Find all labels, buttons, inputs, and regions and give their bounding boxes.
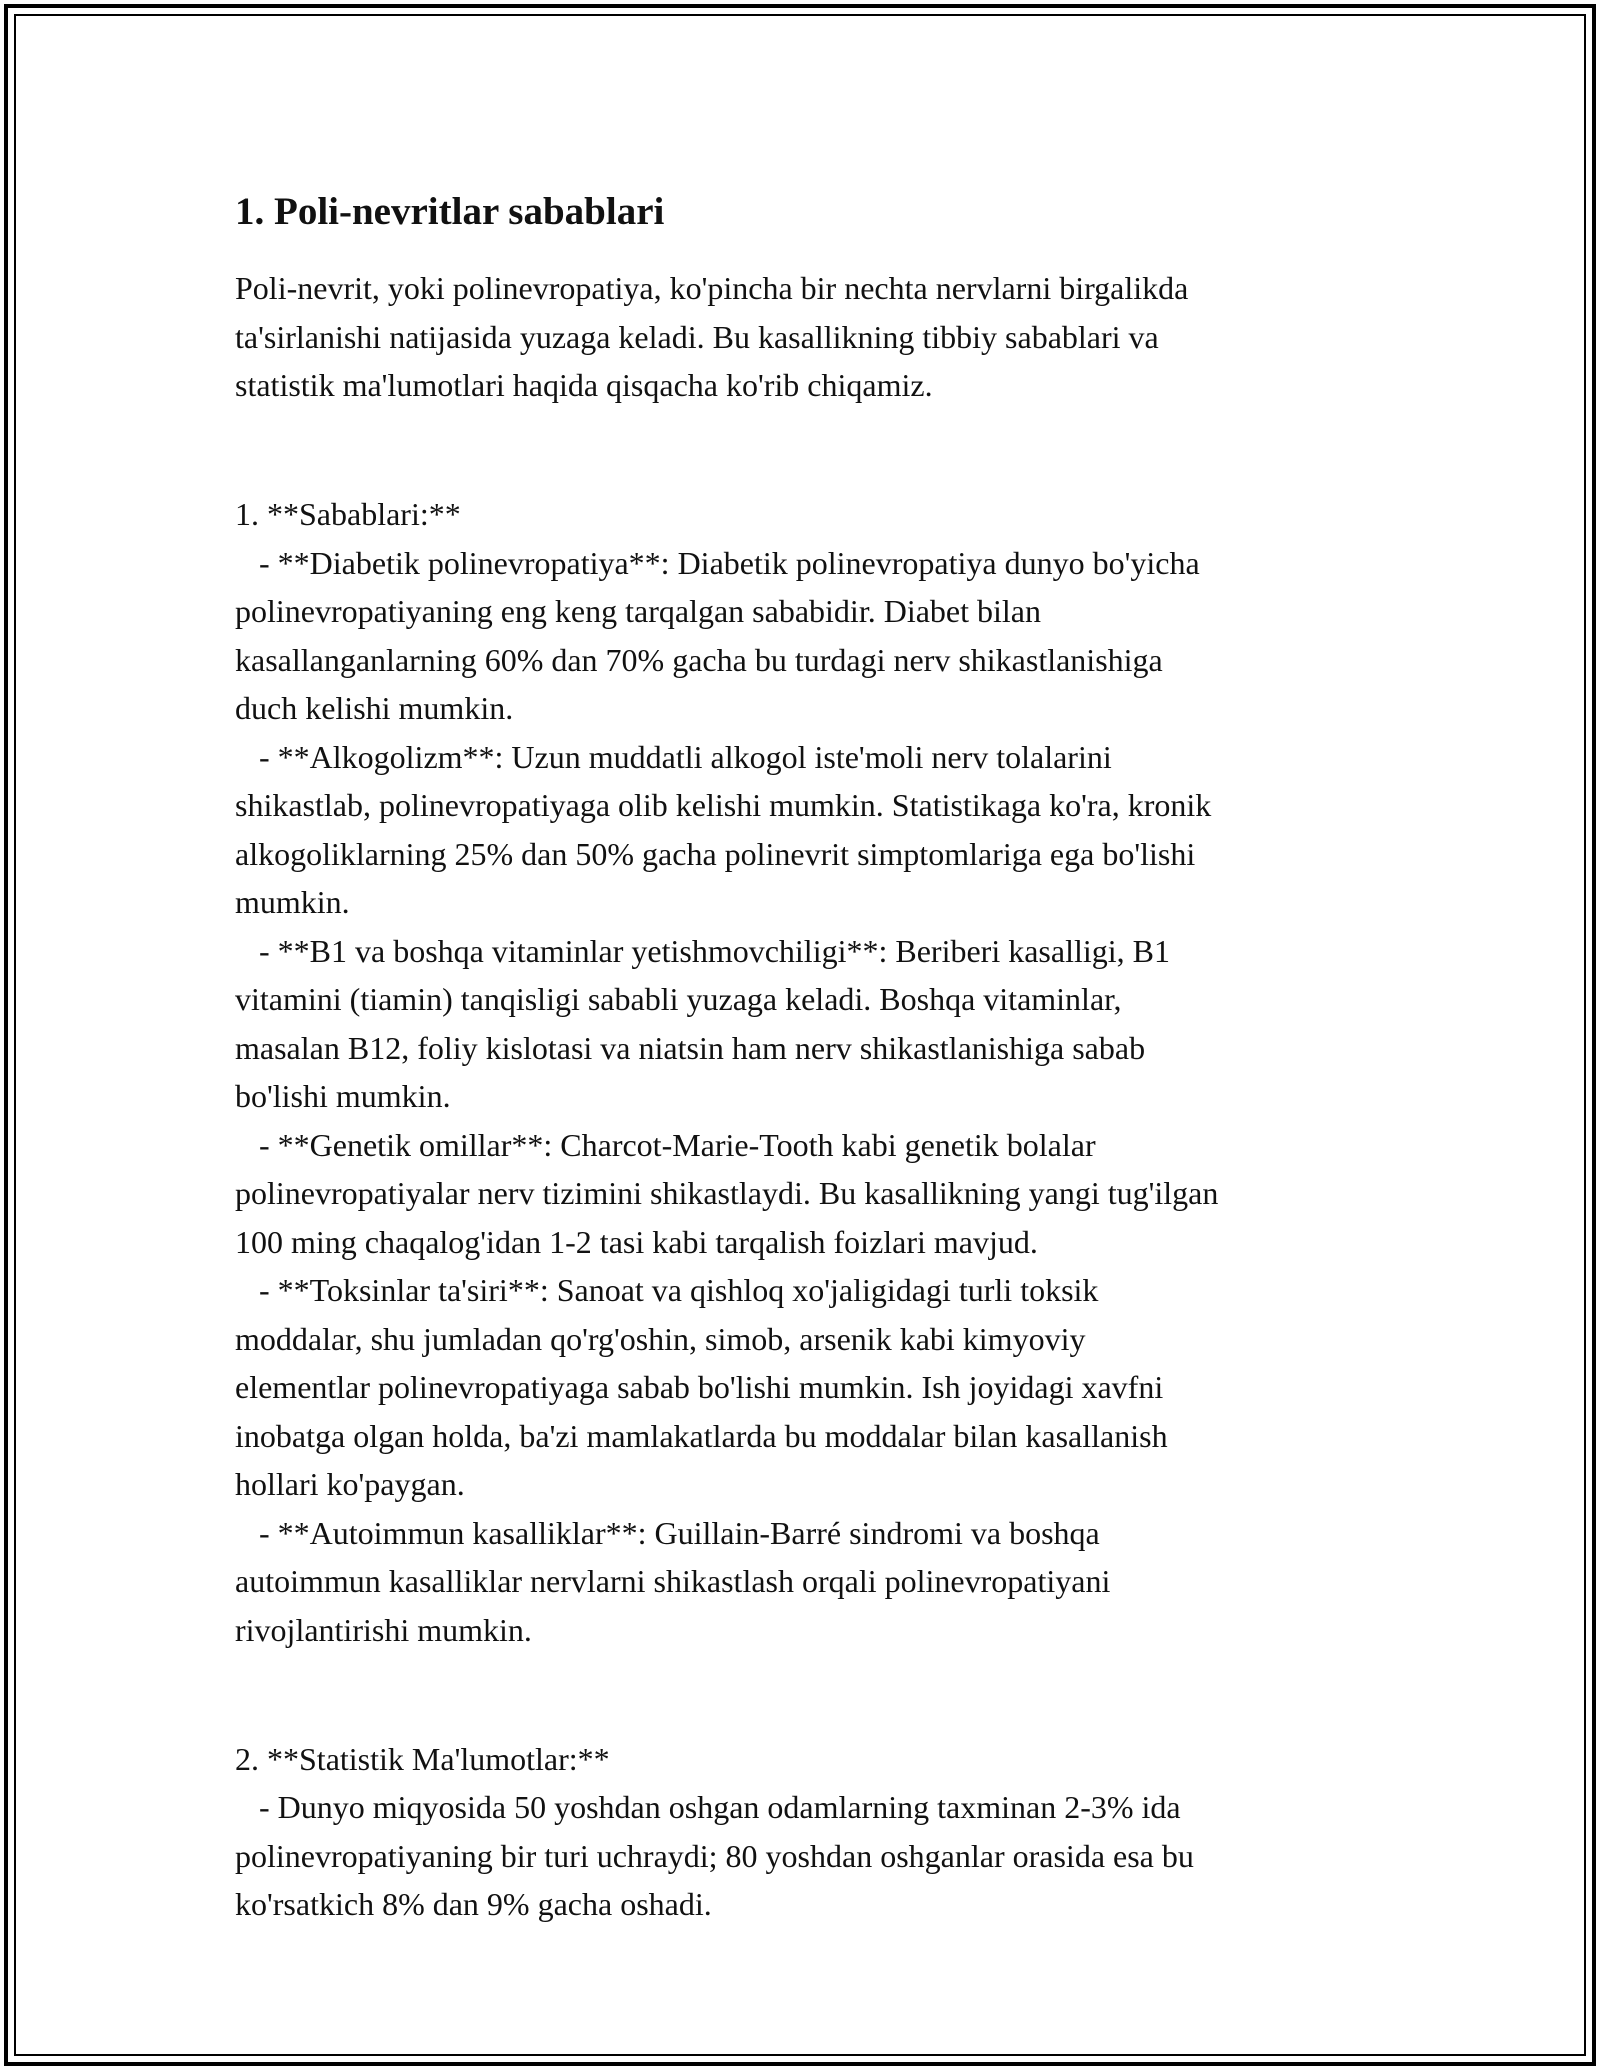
text-line: - **Genetik omillar**: Charcot-Marie-Tooth kabi genetik bolalar — [235, 1126, 1096, 1163]
text-line: rivojlantirishi mumkin. — [235, 1611, 532, 1648]
text-line: elementlar polinevropatiyaga sabab bo'lishi mumkin. Ish joyidagi xavfni — [235, 1369, 1164, 1405]
text-line: polinevropatiyaning eng keng tarqalgan sababidir. Diabet bilan — [235, 593, 1041, 629]
text-line: kasallanganlarning 60% dan 70% gacha bu turdagi nerv shikastlanishiga — [235, 641, 1163, 678]
text-line: masalan B12, foliy kislotasi va niatsin ham nerv shikastlanishiga sabab — [235, 1029, 1146, 1066]
text-line: - **Diabetik polinevropatiya**: Diabetik polinevropatiya dunyo bo'yicha — [235, 544, 1200, 581]
text-line: - **Autoimmun kasalliklar**: Guillain-Barré sindromi va boshqa — [235, 1514, 1100, 1551]
text-line: hollari ko'paygan. — [235, 1466, 465, 1502]
text-line: moddalar, shu jumladan qo'rg'oshin, simob, arsenik kabi kimyoviy — [235, 1320, 1086, 1357]
text-line: Poli-nevrit, yoki polinevropatiya, ko'pincha bir nechta nervlarni birgalikda — [235, 270, 1189, 306]
blank-line — [235, 1670, 1385, 1719]
text-line: bo'lishi mumkin. — [235, 1078, 451, 1114]
text-line: shikastlab, polinevropatiyaga olib kelishi mumkin. Statistikaga ko'ra, kronik — [235, 787, 1212, 823]
text-line: 1. **Sabablari:** — [235, 496, 461, 532]
text-line: 100 ming chaqalog'idan 1-2 tasi kabi tarqalish foizlari mavjud. — [235, 1223, 1038, 1260]
text-line: inobatga olgan holda, ba'zi mamlakatlarda bu moddalar bilan kasallanish — [235, 1417, 1168, 1454]
section-heading: 1. Poli-nevritlar sabablari — [235, 190, 665, 233]
text-line: ta'sirlanishi natijasida yuzaga keladi. Bu kasallikning tibbiy sabablari va — [235, 318, 1159, 355]
text-line: - Dunyo miqyosida 50 yoshdan oshgan odamlarning taxminan 2-3% ida — [235, 1789, 1181, 1825]
text-line: autoimmun kasalliklar nervlarni shikastlash orqali polinevropatiyani — [235, 1563, 1111, 1599]
text-line: duch kelishi mumkin. — [235, 690, 514, 726]
text-line: mumkin. — [235, 884, 350, 920]
text-line: - **B1 va boshqa vitaminlar yetishmovchiligi**: Beriberi kasalligi, B1 — [235, 932, 1170, 969]
text-line: ko'rsatkich 8% dan 9% gacha oshadi. — [235, 1886, 712, 1922]
text-line: polinevropatiyaning bir turi uchraydi; 80 yoshdan oshganlar orasida esa bu — [235, 1837, 1194, 1874]
text-line: alkogoliklarning 25% dan 50% gacha polinevrit simptomlariga ega bo'lishi — [235, 835, 1196, 872]
text-line: - **Alkogolizm**: Uzun muddatli alkogol iste'moli nerv tolalarini — [235, 738, 1112, 775]
text-lines — [235, 264, 1385, 1929]
document-body — [235, 188, 1385, 1929]
text-line: 2. **Statistik Ma'lumotlar:** — [235, 1740, 610, 1777]
blank-line — [235, 426, 1385, 475]
text-line: statistik ma'lumotlari haqida qisqacha ko'rib chiqamiz. — [235, 367, 933, 403]
text-line: - **Toksinlar ta'siri**: Sanoat va qishloq xo'jaligidagi turli toksik — [235, 1272, 1099, 1308]
text-line: vitamini (tiamin) tanqisligi sababli yuzaga keladi. Boshqa vitaminlar, — [235, 981, 1122, 1017]
text-line: polinevropatiyalar nerv tizimini shikastlaydi. Bu kasallikning yangi tug'ilgan — [235, 1175, 1219, 1211]
